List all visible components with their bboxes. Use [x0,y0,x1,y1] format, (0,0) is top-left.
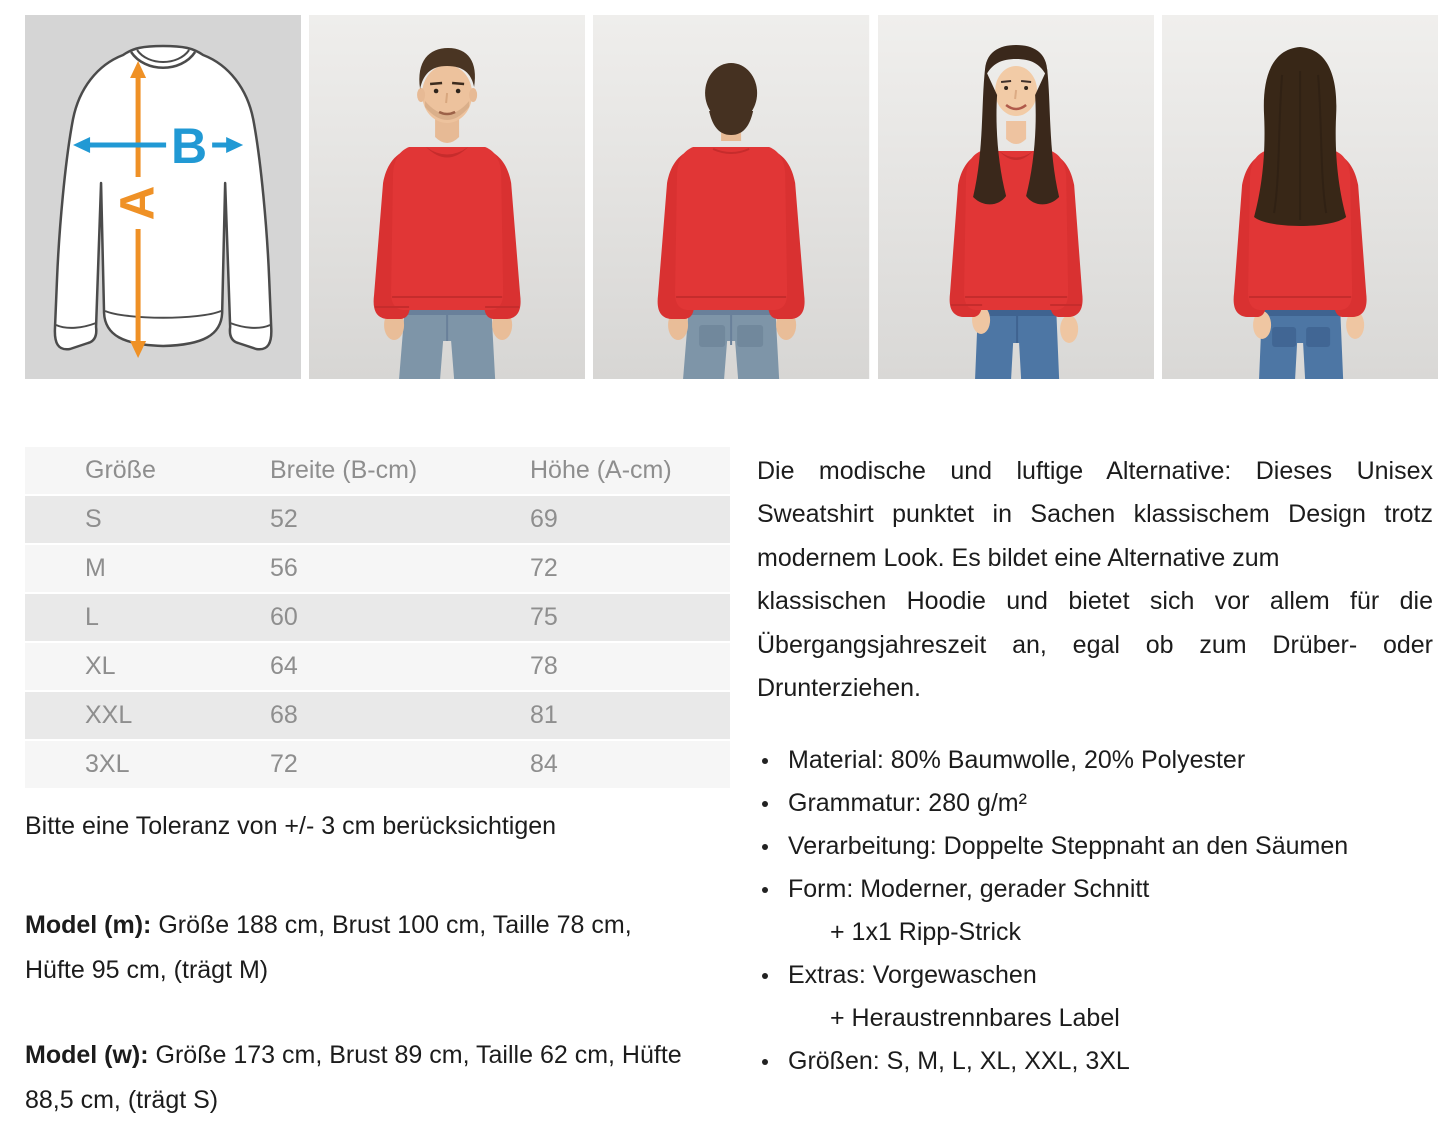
size-table-cell-height: 69 [530,496,730,545]
size-table-cell-size: 3XL [25,741,270,790]
model-m-label: Model (m): [25,911,152,939]
size-table-cell-width: 60 [270,594,530,643]
model-w-text: Größe 173 cm, Brust 89 cm, Taille 62 cm, Hüfte 88,5 cm, (trägt S) [25,1041,682,1114]
description-line: Die modische und luftige Alternative: Dieses Unisex [757,457,1433,485]
model-m-info [25,903,697,993]
feature-item [755,868,1437,954]
feature-item-text: Material: 80% Baumwolle, 20% Polyester [788,746,1246,774]
size-table-cell-size: M [25,545,270,594]
photo-man-front [309,15,585,379]
photo-woman-back [1162,15,1438,379]
tolerance-note: Bitte eine Toleranz von +/- 3 cm berücksichtigen [25,812,557,840]
size-table-cell-height: 75 [530,594,730,643]
man-front-illustration [309,15,585,379]
model-w-info [25,1033,697,1123]
width-label: B [171,118,208,174]
size-table-body [25,496,730,790]
feature-item-text: Verarbeitung: Doppelte Steppnaht an den Säumen [788,832,1349,860]
column-header-size: Größe [25,447,270,496]
size-table-cell-size: XXL [25,692,270,741]
column-header-height: Höhe (A-cm) [530,447,730,496]
description-line: Sweatshirt punktet in Sachen klassischem Design trotz [757,500,1433,529]
product-gallery [25,15,1438,379]
size-table-cell-size: XL [25,643,270,692]
size-table-cell-width: 56 [270,545,530,594]
man-back-illustration [593,15,869,379]
feature-item-text: Größen: S, M, L, XL, XXL, 3XL [788,1047,1130,1075]
size-table-cell-height: 72 [530,545,730,594]
size-table-row [25,643,730,692]
description-line: Übergangsjahreszeit an, egal ob zum Drüber- oder [757,630,1433,659]
size-table-cell-size: S [25,496,270,545]
size-table-cell-size: L [25,594,270,643]
feature-item [755,1040,1437,1083]
column-header-width: Breite (B-cm) [270,447,530,496]
description-line: klassischen Hoodie und bietet sich vor allem für die [757,587,1433,616]
size-table-cell-width: 72 [270,741,530,790]
product-description [757,450,1433,710]
size-table-cell-height: 78 [530,643,730,692]
size-table-header-row [25,447,730,496]
size-table-cell-width: 52 [270,496,530,545]
model-m-text: Größe 188 cm, Brust 100 cm, Taille 78 cm, Hüfte 95 cm, (trägt M) [25,911,632,984]
feature-item-text: Extras: Vorgewaschen [788,961,1037,989]
feature-continuation-line: + 1x1 Ripp-Strick [830,918,1022,946]
size-table-cell-width: 64 [270,643,530,692]
description-line: modernem Look. Es bildet eine Alternative zum [757,543,1280,572]
size-table-row [25,545,730,594]
feature-item [755,825,1437,868]
description-line: Drunterziehen. [757,673,921,702]
height-label: A [111,185,165,221]
feature-item [755,782,1437,825]
photo-man-back [593,15,869,379]
model-w-label: Model (w): [25,1041,149,1069]
woman-front-illustration [878,15,1154,379]
size-table-cell-height: 84 [530,741,730,790]
size-table-cell-height: 81 [530,692,730,741]
feature-item-text: Grammatur: 280 g/m² [788,789,1027,817]
size-table-row [25,496,730,545]
size-table-row [25,741,730,790]
size-diagram-svg [25,15,301,379]
photo-woman-front [878,15,1154,379]
size-table [25,447,730,790]
size-table-row [25,594,730,643]
feature-item-text: Form: Moderner, gerader Schnitt [788,875,1150,903]
woman-back-illustration [1162,15,1438,379]
features-list [755,739,1437,1083]
feature-continuation-line: + Heraustrennbares Label [830,1004,1120,1032]
size-table-row [25,692,730,741]
feature-item [755,954,1437,1040]
size-diagram-image [25,15,301,379]
feature-item [755,739,1437,782]
size-table-cell-width: 68 [270,692,530,741]
